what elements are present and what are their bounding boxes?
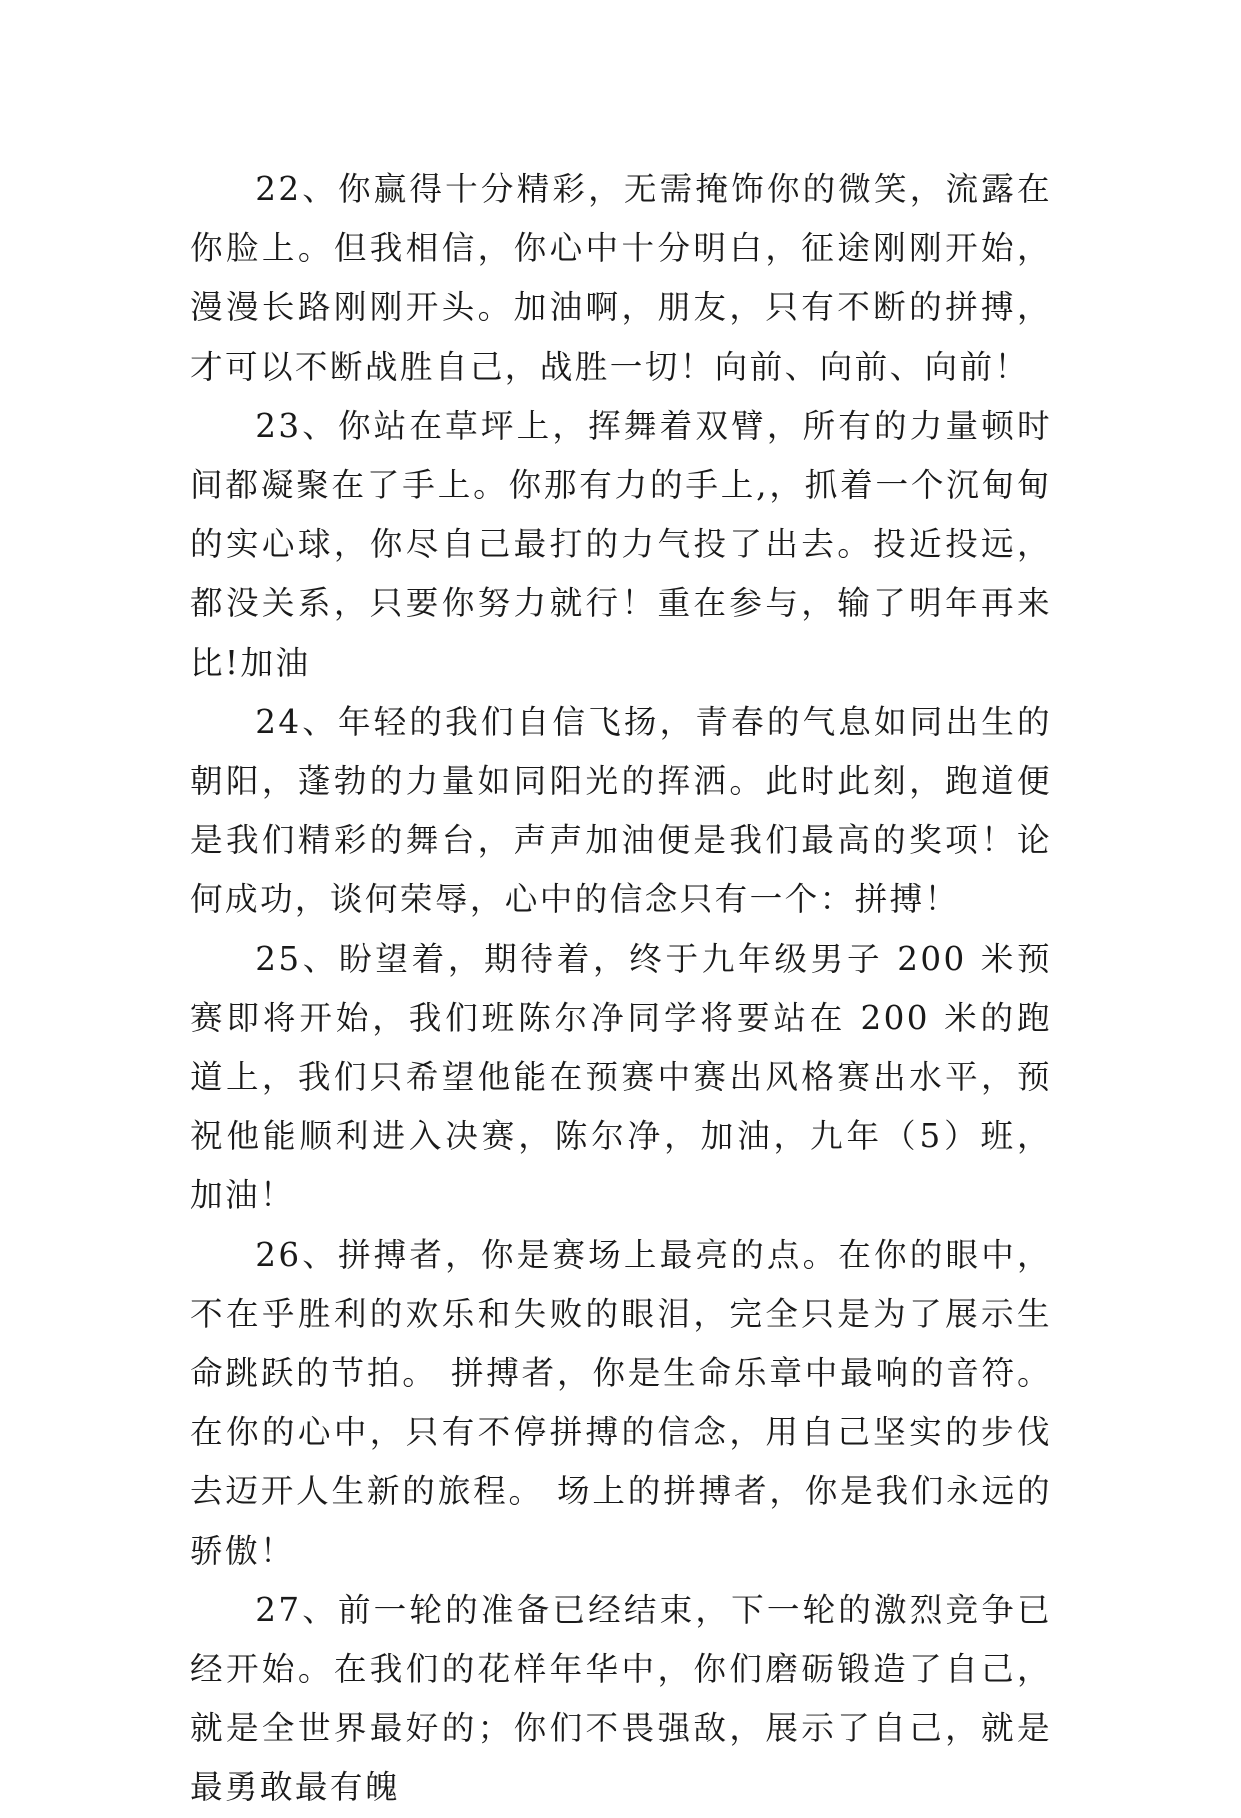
paragraph-23: 23、你站在草坪上，挥舞着双臂，所有的力量顿时间都凝聚在了手上。你那有力的手上,，抓着一个沉甸甸的实心球，你尽自己最打的力气投了出去。投近投远，都没关系，只要你努力就行！重在参与，输了明年再来比!加油 <box>190 406 1052 682</box>
paragraph-24: 24、年轻的我们自信飞扬，青春的气息如同出生的朝阳，蓬勃的力量如同阳光的挥洒。此时此刻，跑道便是我们精彩的舞台，声声加油便是我们最高的奖项！论何成功，谈何荣辱，心中的信念只有一个：拼搏！ <box>190 702 1052 919</box>
paragraph-25: 25、盼望着，期待着，终于九年级男子 200 米预赛即将开始，我们班陈尔净同学将要站在 200 米的跑道上，我们只希望他能在预赛中赛出风格赛出水平，预祝他能顺利进入决赛，陈尔净，加油，九年（5）班，加油！ <box>190 939 1052 1215</box>
document-body <box>190 160 1052 1818</box>
paragraph-27: 27、前一轮的准备已经结束，下一轮的激烈竞争已经开始。在我们的花样年华中，你们磨砺锻造了自己，就是全世界最好的；你们不畏强敌，展示了自己，就是最勇敢最有魄 <box>190 1590 1052 1807</box>
paragraph-26: 26、拼搏者，你是赛场上最亮的点。在你的眼中，不在乎胜利的欢乐和失败的眼泪，完全只是为了展示生命跳跃的节拍。 拼搏者，你是生命乐章中最响的音符。在你的心中，只有不停拼搏的信念，用自己坚实的步伐去迈开人生新的旅程。 场上的拼搏者，你是我们永远的骄傲！ <box>190 1235 1052 1570</box>
paragraph-22: 22、你赢得十分精彩，无需掩饰你的微笑，流露在你脸上。但我相信，你心中十分明白，征途刚刚开始，漫漫长路刚刚开头。加油啊，朋友，只有不断的拼搏，才可以不断战胜自己，战胜一切！向前、向前、向前！ <box>190 170 1052 386</box>
